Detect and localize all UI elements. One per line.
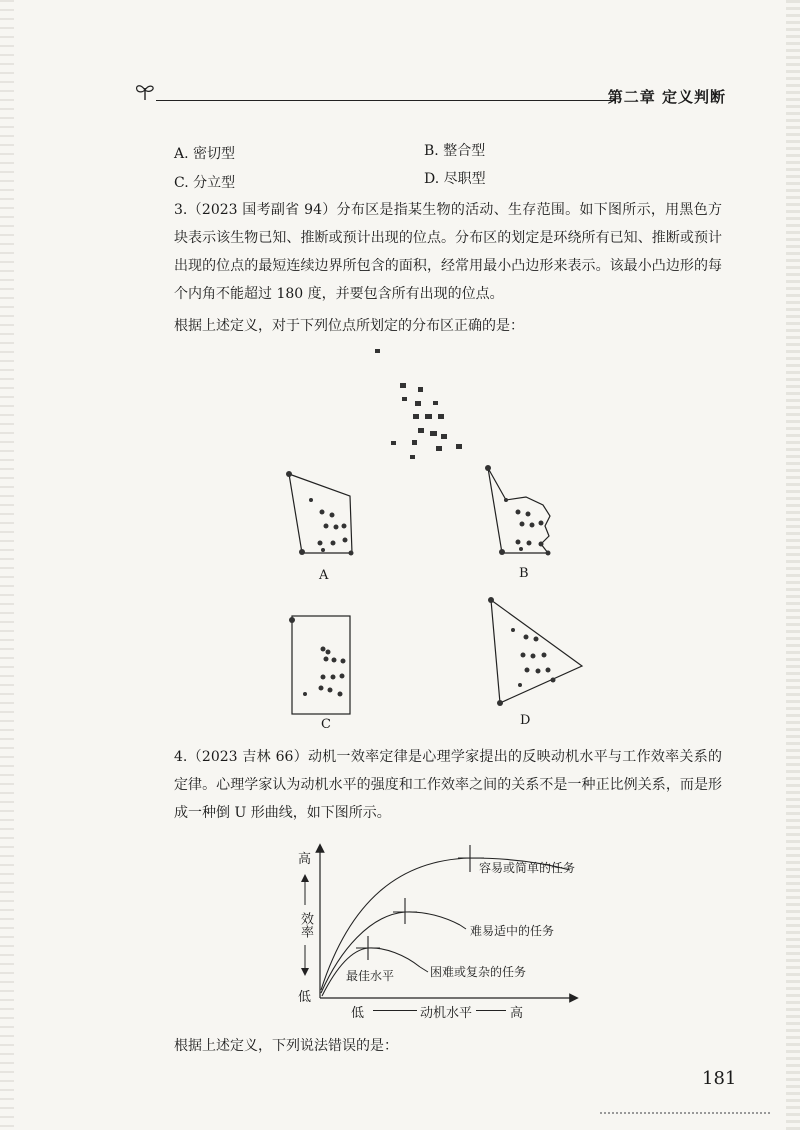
question-4-prompt: 根据上述定义，下列说法错误的是： <box>174 1038 398 1054</box>
page-number: 181 <box>702 1068 737 1089</box>
y-axis-high: 高 <box>298 852 312 867</box>
question-4-body: 4.（2023 吉林 66）动机一效率定律是心理学家提出的反映动机水平与工作效率关系的定律。心理学家认为动机水平的强度和工作效率之间的关系不是一种正比例关系，而是形成一种倒 U 形曲线，如下图所示。 <box>174 749 722 821</box>
option-c: C. 分立型 <box>174 175 236 191</box>
chapter-title: 第二章 定义判断 <box>607 88 726 106</box>
option-a: A. 密切型 <box>174 146 236 162</box>
figure-label-a: A <box>319 568 329 583</box>
figure-label-b: B <box>519 566 529 581</box>
y-axis-low: 低 <box>298 990 312 1005</box>
x-axis-arrow-right <box>476 1010 506 1011</box>
option-d: D. 尽职型 <box>424 171 486 187</box>
figure-label-d: D <box>520 713 531 728</box>
y-axis-label: 效率 <box>298 912 313 938</box>
question-3-prompt: 根据上述定义，对于下列位点所划定的分布区正确的是： <box>174 318 524 334</box>
page-bottom-dots <box>600 1112 770 1114</box>
series-label-medium: 难易适中的任务 <box>470 924 555 938</box>
x-axis-high: 高 <box>510 1006 524 1021</box>
x-axis-arrow-left <box>373 1010 417 1011</box>
question-3-body: 3.（2023 国考副省 94）分布区是指某生物的活动、生存范围。如下图所示，用黑色方块表示该生物已知、推断或预计出现的位点。分布区的划定是环绕所有已知、推断或预计出现的位点的最短连续边界所包含的面积，经常用最小凸边形来表示。该最小凸边形的每个内角不能超过 180 度，并要包含所有出现的位点。 <box>174 202 722 302</box>
figure-label-c: C <box>321 717 331 732</box>
x-axis-low: 低 <box>351 1006 365 1021</box>
series-label-hard: 困难或复杂的任务 <box>430 965 527 979</box>
series-label-easy: 容易或简单的任务 <box>479 861 576 875</box>
option-b: B. 整合型 <box>424 143 486 159</box>
optimal-level-label: 最佳水平 <box>346 969 395 983</box>
x-axis-label: 动机水平 <box>420 1006 473 1021</box>
